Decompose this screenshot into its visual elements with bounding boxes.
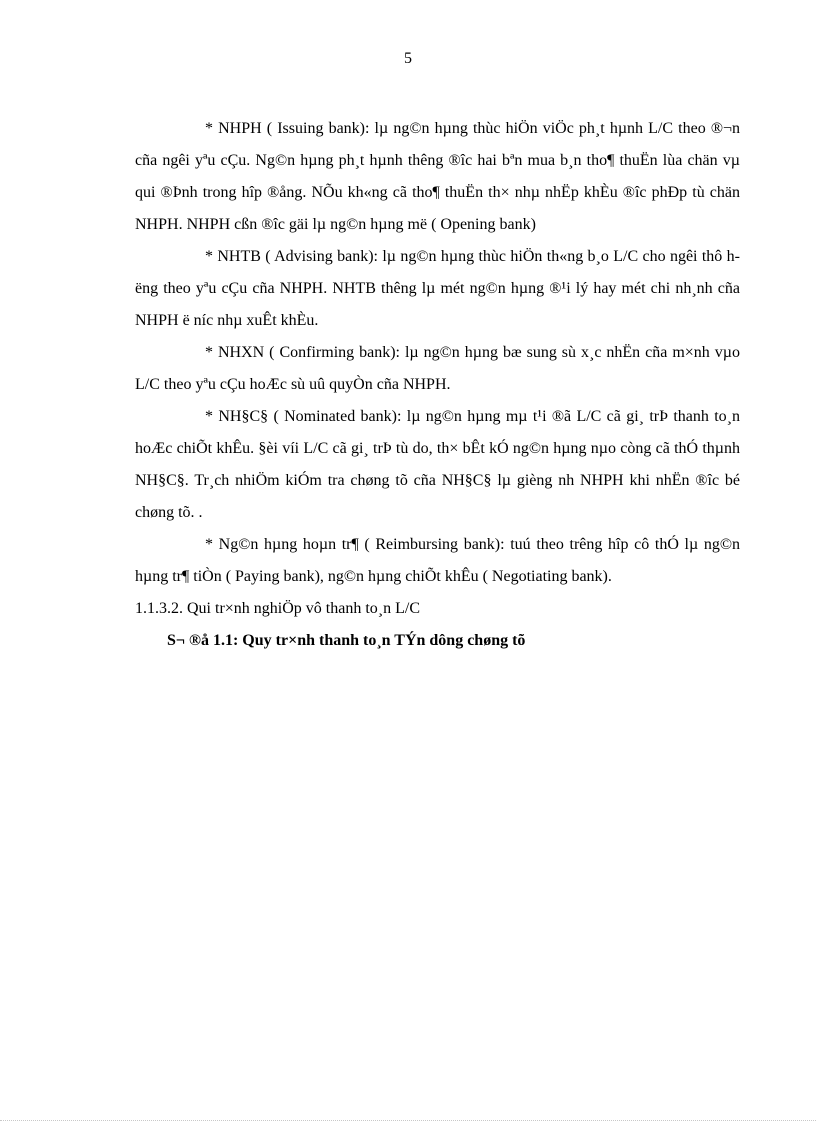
paragraph-nominated-bank: * NH§C§ ( Nominated bank): lµ ng©n hµng mµ t¹i ®ã L/C cã gi¸ trÞ thanh to¸n hoÆc chiÕt khÊu. §èi víi L/C cã gi¸ trÞ tù do, th× bÊt kÓ ng©n hµng nµo còng cã thÓ thµnh NH§C§. Tr¸ch nhiÖm kiÓm tra chøng tõ cña NH§C§ lµ gièng nh NHPH khi nhËn ®îc bé chøng tõ. .: [135, 408, 740, 521]
paragraph-reimbursing-bank: * Ng©n hµng hoµn tr¶ ( Reimbursing bank): tuú theo trêng hîp cô thÓ lµ ng©n hµng tr¶ tiÒn ( Paying bank), ng©n hµng chiÕt khÊu ( Negotiating bank).: [135, 536, 740, 585]
paragraph-issuing-bank: * NHPH ( Issuing bank): lµ ng©n hµng thùc hiÖn viÖc ph¸t hµnh L/C theo ®¬n cña ngêi yªu cÇu. Ng©n hµng ph¸t hµnh thêng ®îc hai bªn mua b¸n tho¶ thuËn lùa chän vµ qui ®Þnh trong hîp ®ång. NÕu kh«ng cã tho¶ thuËn th× nhµ nhËp khÈu ®îc phÐp tù chän NHPH. NHPH cßn ®îc gäi lµ ng©n hµng më ( Opening bank): [135, 120, 740, 233]
paragraph-advising-bank: * NHTB ( Advising bank): lµ ng©n hµng thùc hiÖn th«ng b¸o L/C cho ngêi thô hëng theo yªu cÇu cña NHPH. NHTB thêng lµ mét ng©n hµng ®¹i lý hay mét chi nh¸nh cña NHPH ë níc nhµ xuÊt khÈu.: [135, 248, 740, 329]
section-heading: 1.1.3.2. Qui tr×nh nghiÖp vô thanh to¸n L/C: [135, 600, 421, 617]
figure-caption: S¬ ®å 1.1: Quy tr×nh thanh to¸n TÝn dông chøng tõ: [167, 632, 526, 649]
paragraph-confirming-bank: * NHXN ( Confirming bank): lµ ng©n hµng bæ sung sù x¸c nhËn cña m×nh vµo L/C theo yªu cÇu hoÆc sù uû quyÒn cña NHPH.: [135, 344, 740, 393]
document-body: [135, 113, 740, 657]
page-number: 5: [404, 50, 412, 67]
page-bottom-divider: [0, 1120, 816, 1121]
